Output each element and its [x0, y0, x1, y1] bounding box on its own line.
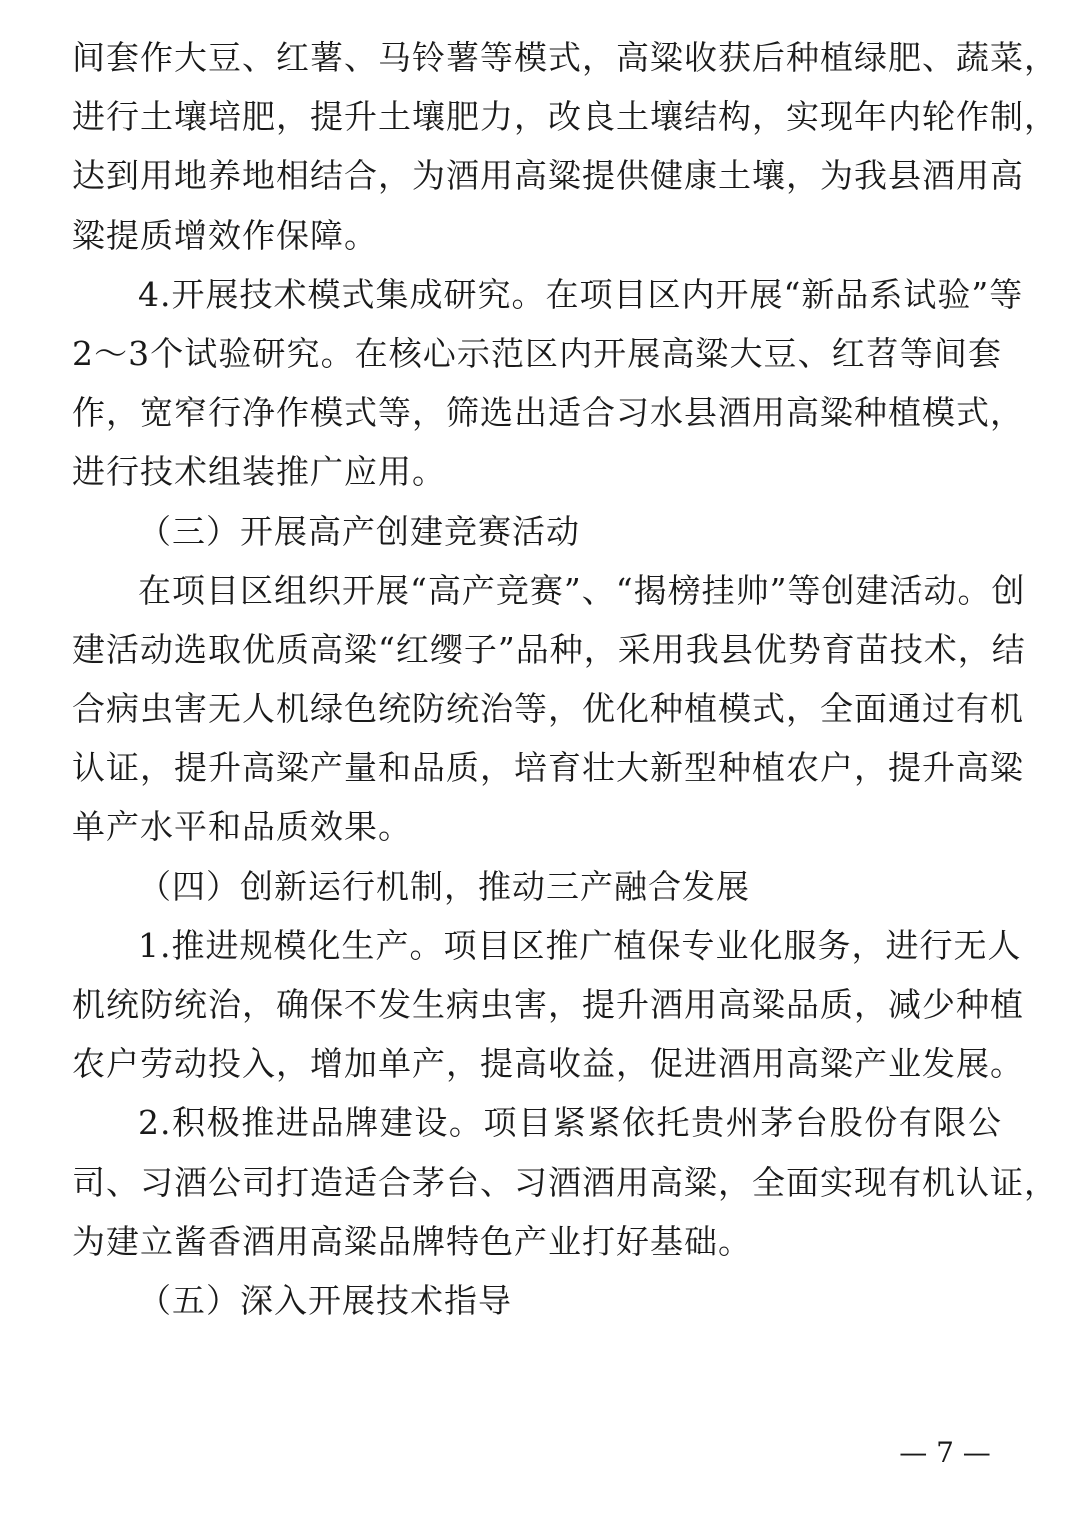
paragraph-line: 机统防统治，确保不发生病虫害，提升酒用高粱品质，减少种植 — [72, 985, 1024, 1024]
paragraph-line: 合病虫害无人机绿色统防统治等，优化种植模式，全面通过有机 — [72, 689, 1024, 729]
document-body — [72, 28, 1058, 1330]
paragraph-line: 农户劳动投入，增加单产，提高收益，促进酒用高粱产业发展。 — [72, 1044, 1024, 1084]
paragraph-line: 间套作大豆、红薯、马铃薯等模式，高粱收获后种植绿肥、蔬菜， — [72, 38, 1058, 77]
paragraph-line: 司、习酒公司打造适合茅台、习酒酒用高粱，全面实现有机认证， — [72, 1162, 1058, 1202]
section-heading: （五）深入开展技术指导 — [138, 1280, 512, 1320]
paragraph-line: 为建立酱香酒用高粱品牌特色产业打好基础。 — [72, 1221, 752, 1261]
paragraph-line: 粱提质增效作保障。 — [72, 215, 378, 255]
paragraph-line: 作，宽窄行净作模式等，筛选出适合习水县酒用高粱种植模式， — [72, 393, 1024, 433]
paragraph-line: 认证，提升高粱产量和品质，培育壮大新型种植农户，提升高粱 — [72, 748, 1024, 788]
paragraph-line: 单产水平和品质效果。 — [72, 807, 412, 847]
paragraph-line: 建活动选取优质高粱“红缨子”品种，采用我县优势育苗技术，结 — [72, 629, 1026, 669]
paragraph-line: 达到用地养地相结合，为酒用高粱提供健康土壤，为我县酒用高 — [72, 156, 1024, 196]
section-heading: （四）创新运行机制，推动三产融合发展 — [138, 866, 750, 906]
paragraph-line: 进行技术组装推广应用。 — [72, 452, 446, 492]
paragraph-line: 2～3个试验研究。在核心示范区内开展高粱大豆、红苕等间套 — [72, 333, 1002, 373]
paragraph-line: 1.推进规模化生产。项目区推广植保专业化服务，进行无人 — [138, 925, 1022, 965]
section-heading: （三）开展高产创建竞赛活动 — [138, 511, 580, 551]
paragraph-line: 进行土壤培肥，提升土壤肥力，改良土壤结构，实现年内轮作制， — [72, 97, 1058, 137]
paragraph-line: 4.开展技术模式集成研究。在项目区内开展“新品系试验”等 — [138, 274, 1024, 314]
paragraph-line: 2.积极推进品牌建设。项目紧紧依托贵州茅台股份有限公 — [138, 1103, 1002, 1143]
page-number: — 7 — — [899, 1436, 991, 1469]
paragraph-line: 在项目区组织开展“高产竞赛”、“揭榜挂帅”等创建活动。创 — [138, 570, 1026, 610]
